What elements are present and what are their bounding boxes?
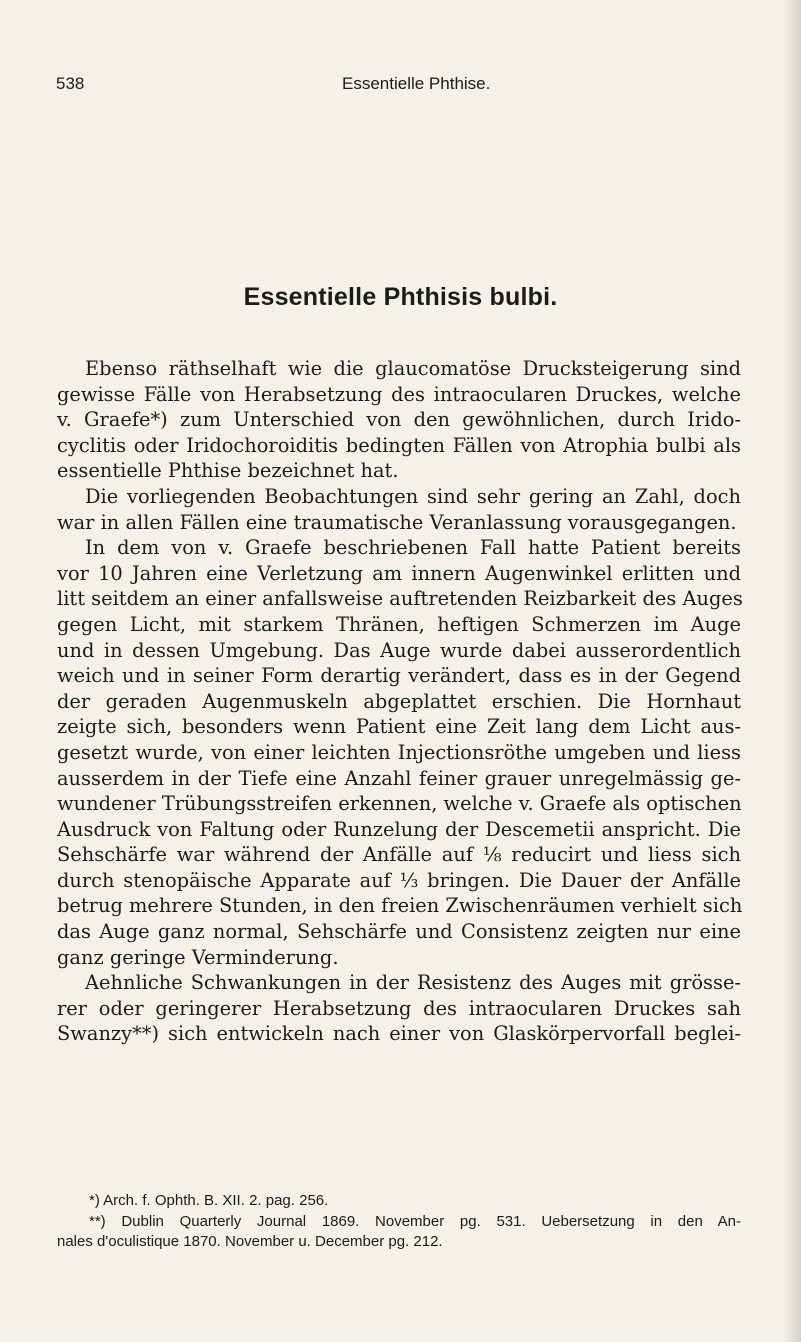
footnote-continuation: nales d'oculistique 1870. November u. December pg. 212. xyxy=(57,1233,443,1250)
body-line: litt seitdem an einer anfallsweise auftretenden Reizbarkeit des Auges xyxy=(57,587,743,611)
running-header xyxy=(56,74,756,100)
body-line: wundener Trübungsstreifen erkennen, welche v. Graefe als optischen xyxy=(57,792,742,816)
body-line: Ausdruck von Faltung oder Runzelung der Descemetii anspricht. Die xyxy=(57,817,741,841)
body-text xyxy=(57,356,741,1047)
body-line: der geraden Augenmuskeln abgeplattet erschien. Die Hornhaut xyxy=(57,689,741,713)
body-line: v. Graefe*) zum Unterschied von den gewöhnlichen, durch Irido- xyxy=(57,408,741,432)
body-line: Die vorliegenden Beobachtungen sind sehr gering an Zahl, doch xyxy=(85,484,741,508)
body-line: gewisse Fälle von Herabsetzung des intraocularen Druckes, welche xyxy=(57,382,741,406)
body-line: gegen Licht, mit starkem Thränen, heftigen Schmerzen im Auge xyxy=(57,612,741,636)
footnotes xyxy=(57,1191,741,1253)
body-line: weich und in seiner Form derartig verändert, dass es in der Gegend xyxy=(57,664,741,688)
body-line: ganz geringe Verminderung. xyxy=(57,945,339,969)
body-line: gesetzt wurde, von einer leichten Injectionsröthe umgeben und liess xyxy=(57,740,741,764)
section-title: Essentielle Phthisis bulbi. xyxy=(243,283,558,311)
body-line: durch stenopäische Apparate auf ⅓ bringen. Die Dauer der Anfälle xyxy=(57,868,741,892)
footnote: **) Dublin Quarterly Journal 1869. November pg. 531. Uebersetzung in den An- xyxy=(89,1212,741,1230)
body-line: essentielle Phthise bezeichnet hat. xyxy=(57,459,399,483)
body-line: rer oder geringerer Herabsetzung des intraocularen Druckes sah xyxy=(57,996,741,1020)
footnote: *) Arch. f. Ophth. B. XII. 2. pag. 256. xyxy=(89,1192,329,1209)
body-line: Aehnliche Schwankungen in der Resistenz des Auges mit grösse- xyxy=(85,971,741,995)
body-line: das Auge ganz normal, Sehschärfe und Consistenz zeigten nur eine xyxy=(57,920,741,944)
running-title: Essentielle Phthise. xyxy=(342,74,491,93)
body-line: war in allen Fällen eine traumatische Veranlassung vorausgegangen. xyxy=(57,510,737,534)
body-line: Sehschärfe war während der Anfälle auf ⅛ reducirt und liess sich xyxy=(57,843,741,867)
body-line: vor 10 Jahren eine Verletzung am innern Augenwinkel erlitten und xyxy=(57,561,741,585)
body-line: und in dessen Umgebung. Das Auge wurde dabei ausserordentlich xyxy=(57,638,741,662)
body-line: betrug mehrere Stunden, in den freien Zwischenräumen verhielt sich xyxy=(57,894,743,918)
body-line: In dem von v. Graefe beschriebenen Fall hatte Patient bereits xyxy=(85,536,741,560)
body-line: Ebenso räthselhaft wie die glaucomatöse Drucksteigerung sind xyxy=(85,357,741,380)
body-line: ausserdem in der Tiefe eine Anzahl feiner grauer unregelmässig ge- xyxy=(57,766,741,790)
body-line: cyclitis oder Iridochoroiditis bedingten Fällen von Atrophia bulbi als xyxy=(57,433,741,457)
page-number: 538 xyxy=(56,74,85,93)
page-edge-shadow xyxy=(783,0,801,1342)
body-line: zeigte sich, besonders wenn Patient eine Zeit lang dem Licht aus- xyxy=(57,715,741,739)
body-line: Swanzy**) sich entwickeln nach einer von Glaskörpervorfall beglei- xyxy=(57,1022,741,1046)
